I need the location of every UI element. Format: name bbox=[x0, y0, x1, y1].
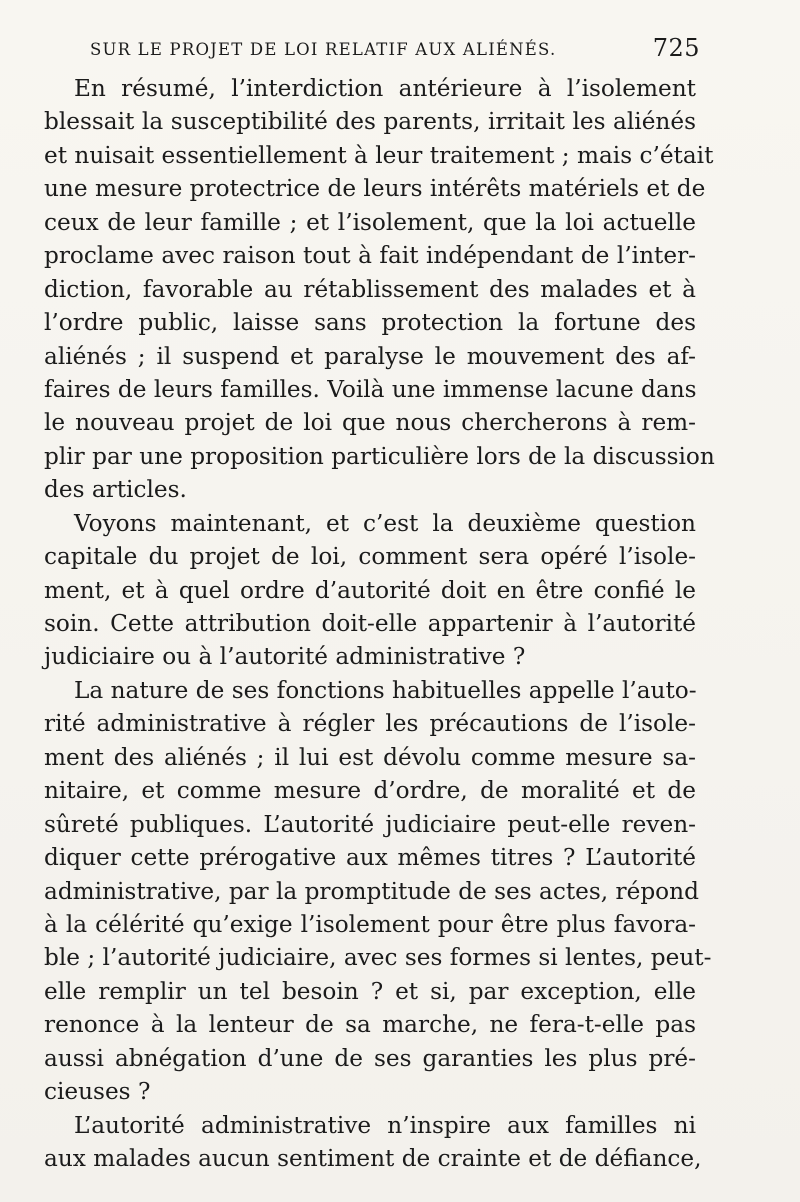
text-line: des articles. bbox=[44, 476, 187, 504]
text-line: rité administrative à régler les précautions de l’isole- bbox=[44, 710, 696, 738]
paragraph-4 bbox=[44, 1109, 702, 1176]
text-line: judiciaire ou à l’autorité administrative ? bbox=[44, 643, 526, 671]
text-line: aux malades aucun sentiment de crainte et de défiance, bbox=[44, 1145, 702, 1172]
text-line: soin. Cette attribution doit-elle appartenir à l’autorité bbox=[44, 610, 696, 637]
text-line: ment des aliénés ; il lui est dévolu comme mesure sa- bbox=[44, 743, 696, 771]
text-line: aliénés ; il suspend et paralyse le mouvement des af- bbox=[44, 342, 696, 370]
text-line: une mesure protectrice de leurs intérêts matériels et de bbox=[44, 175, 706, 203]
text-line: elle remplir un tel besoin ? et si, par exception, elle bbox=[44, 977, 696, 1005]
text-line: l’ordre public, laisse sans protection la fortune des bbox=[44, 309, 696, 337]
text-line: ment, et à quel ordre d’autorité doit en être confié le bbox=[44, 576, 696, 604]
text-line: cieuses ? bbox=[44, 1078, 151, 1106]
text-line: le nouveau projet de loi que nous chercherons à rem- bbox=[44, 409, 696, 437]
page-header bbox=[90, 36, 700, 66]
text-line: Voyons maintenant, et c’est la deuxième question bbox=[74, 509, 696, 537]
text-line: et nuisait essentiellement à leur traitement ; mais c’était bbox=[44, 141, 714, 169]
text-line: administrative, par la promptitude de ses actes, répond bbox=[44, 877, 699, 905]
text-line: faires de leurs familles. Voilà une immense lacune dans bbox=[44, 375, 697, 403]
text-line: sûreté publiques. L’autorité judiciaire peut-elle reven- bbox=[44, 810, 696, 838]
text-line: ble ; l’autorité judiciaire, avec ses formes si lentes, peut- bbox=[44, 944, 712, 972]
text-line: L’autorité administrative n’inspire aux familles ni bbox=[74, 1111, 696, 1139]
page-number: 725 bbox=[652, 34, 700, 62]
text-line: diquer cette prérogative aux mêmes titres ? L’autorité bbox=[44, 844, 696, 872]
text-line: aussi abnégation d’une de ses garanties les plus pré- bbox=[44, 1044, 696, 1072]
text-line: capitale du projet de loi, comment sera opéré l’isole- bbox=[44, 543, 696, 571]
page-body bbox=[44, 72, 715, 1175]
text-line: renonce à la lenteur de sa marche, ne fera-t-elle pas bbox=[44, 1011, 696, 1039]
text-line: proclame avec raison tout à fait indépendant de l’inter- bbox=[44, 242, 696, 270]
running-title: SUR LE PROJET DE LOI RELATIF AUX ALIÉNÉS. bbox=[90, 40, 557, 59]
text-line: ceux de leur famille ; et l’isolement, que la loi actuelle bbox=[44, 208, 696, 236]
text-line: nitaire, et comme mesure d’ordre, de moralité et de bbox=[44, 777, 696, 805]
text-line: plir par une proposition particulière lors de la discussion bbox=[44, 442, 715, 470]
text-line: diction, favorable au rétablissement des malades et à bbox=[44, 275, 696, 303]
paragraph-2 bbox=[44, 507, 696, 674]
text-line: La nature de ses fonctions habituelles appelle l’auto- bbox=[74, 676, 697, 704]
text-line: blessait la susceptibilité des parents, irritait les aliénés bbox=[44, 108, 696, 136]
paragraph-3 bbox=[44, 674, 712, 1109]
text-line: à la célérité qu’exige l’isolement pour être plus favora- bbox=[44, 910, 696, 938]
paragraph-1 bbox=[44, 72, 715, 507]
text-line: En résumé, l’interdiction antérieure à l’isolement bbox=[74, 75, 696, 102]
